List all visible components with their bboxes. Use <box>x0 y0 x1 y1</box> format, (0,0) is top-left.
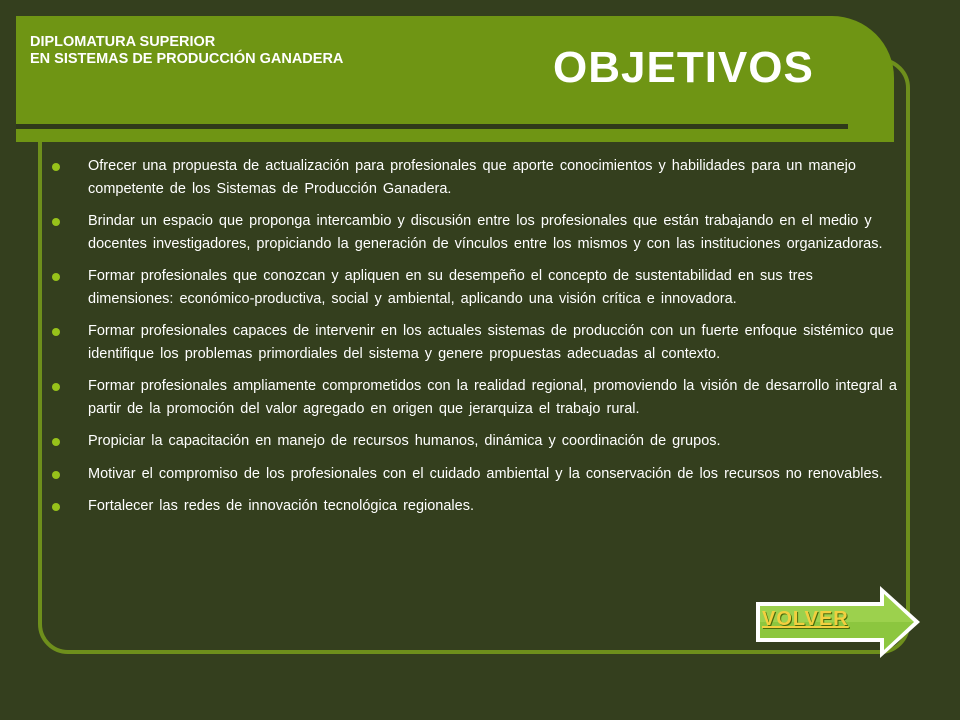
bullet-icon <box>52 218 60 226</box>
page-title: OBJETIVOS <box>553 43 814 92</box>
list-item <box>52 210 898 255</box>
list-item <box>52 430 898 453</box>
bullet-icon <box>52 273 60 281</box>
list-item <box>52 463 898 486</box>
list-item <box>52 320 898 365</box>
objective-text: Formar profesionales ampliamente comprometidos con la realidad regional, promoviendo la visión de desarrollo integral a partir de la promoción del valor agregado en origen que jerarquiza el trabajo rural. <box>88 378 897 417</box>
list-item <box>52 495 898 518</box>
objective-text: Brindar un espacio que proponga intercambio y discusión entre los profesionales que están trabajando en el medio y docentes investigadores, propiciando la generación de vínculos entre los mismos y con las instituciones organizadoras. <box>88 213 883 252</box>
objectives-list <box>52 155 898 528</box>
back-button[interactable] <box>748 582 924 660</box>
objective-text: Ofrecer una propuesta de actualización para profesionales que aporte conocimientos y habilidades para un manejo competente de los Sistemas de Producción Ganadera. <box>88 158 856 197</box>
bullet-icon <box>52 163 60 171</box>
objective-text: Formar profesionales que conozcan y apliquen en su desempeño el concepto de sustentabilidad en sus tres dimensiones: económico-productiva, social y ambiental, aplicando una visión crítica e innovadora. <box>88 268 813 307</box>
subtitle-line-2: EN SISTEMAS DE PRODUCCIÓN GANADERA <box>30 51 344 67</box>
bullet-icon <box>52 438 60 446</box>
list-item <box>52 375 898 420</box>
bullet-icon <box>52 383 60 391</box>
objective-text: Formar profesionales capaces de intervenir en los actuales sistemas de producción con un fuerte enfoque sistémico que identifique los problemas primordiales del sistema y genere propuestas adecuadas al contexto. <box>88 323 894 362</box>
bullet-icon <box>52 503 60 511</box>
list-item <box>52 155 898 200</box>
header-divider <box>16 124 848 129</box>
program-subtitle <box>30 34 343 68</box>
objective-text: Propiciar la capacitación en manejo de recursos humanos, dinámica y coordinación de grupos. <box>88 433 721 449</box>
subtitle-line-1: DIPLOMATURA SUPERIOR <box>30 34 216 50</box>
objective-text: Motivar el compromiso de los profesionales con el cuidado ambiental y la conservación de los recursos no renovables. <box>88 465 883 482</box>
list-item <box>52 265 898 310</box>
bullet-icon <box>52 328 60 336</box>
back-button-label: VOLVER <box>762 608 849 630</box>
bullet-icon <box>52 471 60 479</box>
objective-text: Fortalecer las redes de innovación tecnológica regionales. <box>88 498 474 514</box>
